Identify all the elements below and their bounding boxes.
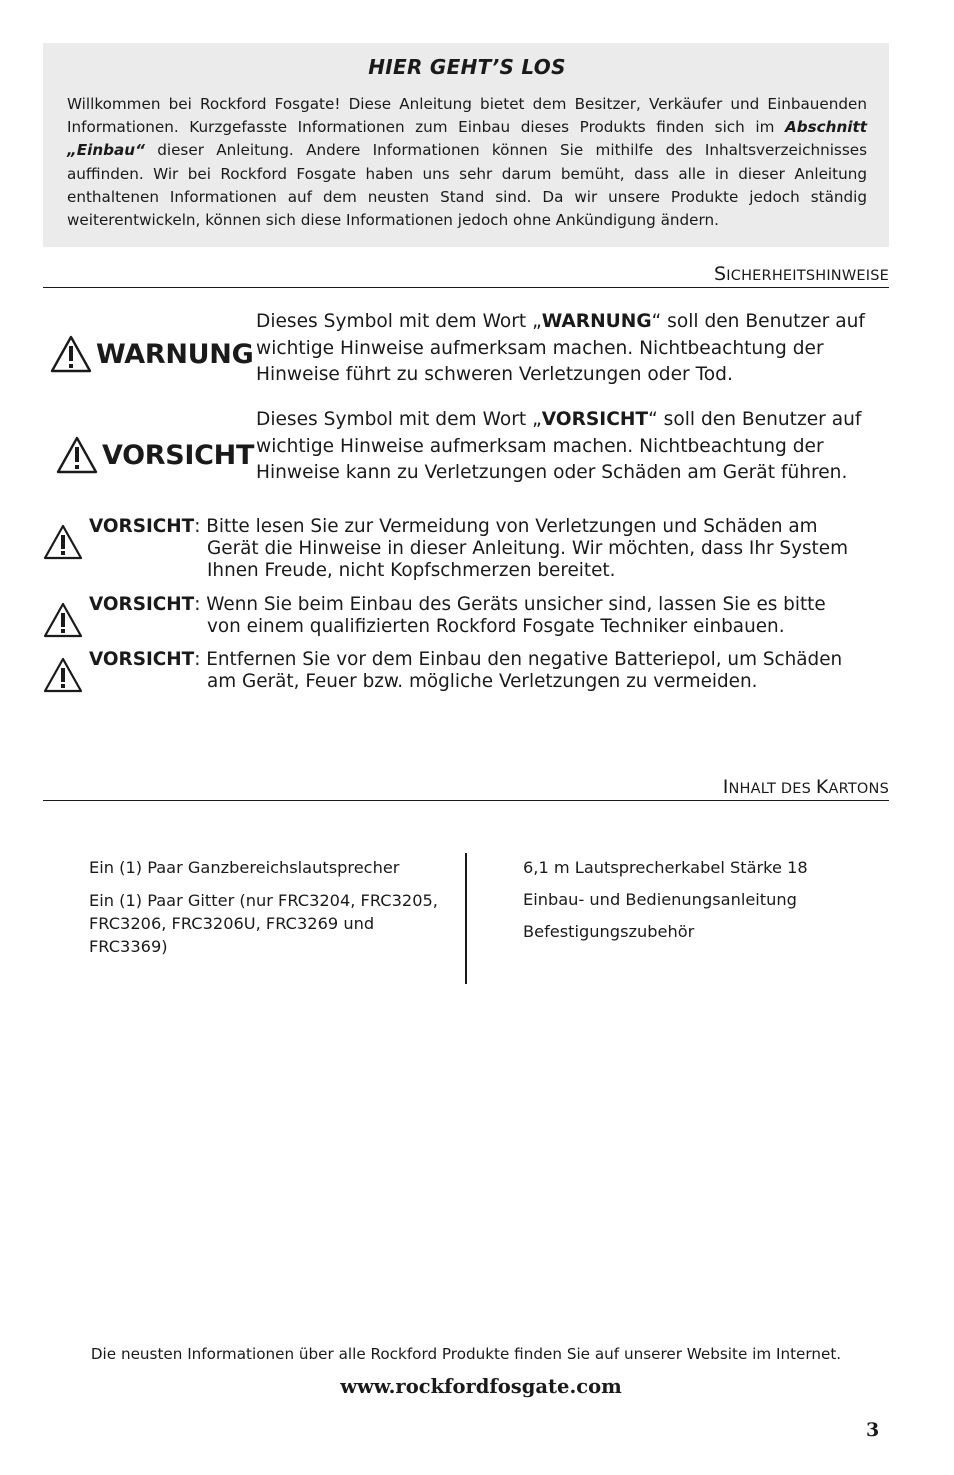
list-item: 6,1 m Lautsprecherkabel Stärke 18 — [523, 858, 808, 877]
intro-text-part: Willkommen bei Rockford Fosgate! Diese Anleitung bietet dem Besitzer, Verkäufer und Einbauenden Informationen. Kurzgefasste Informationen zum Einbau dieses Produkts finden sich im — [67, 95, 867, 137]
intro-box — [43, 43, 889, 247]
caution-note-text — [89, 594, 889, 638]
desc-keyword: WARNUNG — [541, 311, 652, 332]
list-item: Befestigungszubehör — [523, 922, 695, 941]
caution-text-cont: Gerät die Hinweise in dieser Anleitung. Wir möchten, dass Ihr System Ihnen Freude, nicht Kopfschmerzen bereitet. — [207, 538, 848, 581]
heading-cap: K — [815, 776, 829, 798]
caution-text: : Entfernen Sie vor dem Einbau den negative Batteriepol, um Schäden — [194, 649, 843, 670]
caution-text-cont: am Gerät, Feuer bzw. mögliche Verletzungen zu vermeiden. — [207, 671, 758, 692]
contents-list-right — [523, 856, 883, 952]
desc-part: Dieses Symbol mit dem Wort „ — [256, 311, 542, 332]
caution-label: VORSICHT — [89, 594, 195, 615]
footer-text: Die neusten Informationen über alle Rockford Produkte finden Sie auf unserer Website im Internet. — [90, 1345, 842, 1363]
warning-description — [256, 309, 886, 389]
caution-description — [256, 407, 886, 487]
list-item: Einbau- und Bedienungsanleitung — [523, 890, 797, 909]
caution-triangle-icon — [56, 436, 98, 474]
caution-text: : Bitte lesen Sie zur Vermeidung von Verletzungen und Schäden am — [194, 516, 818, 537]
caution-sign-word: VORSICHT — [102, 439, 255, 471]
caution-note-text — [89, 649, 889, 693]
caution-note-text — [89, 516, 889, 582]
caution-text: : Wenn Sie beim Einbau des Geräts unsicher sind, lassen Sie es bitte — [194, 594, 826, 615]
intro-title: HIER GEHT’S LOS — [368, 55, 566, 79]
desc-part: “ soll den Benutzer auf wichtige Hinweise aufmerksam machen. Nichtbeachtung der Hinweise kann zu Verletzungen oder Schäden am Gerät führen. — [256, 409, 862, 483]
list-item: Ein (1) Paar Gitter (nur FRC3204, FRC3205, FRC3206, FRC3206U, FRC3269 und FRC3369) — [89, 891, 438, 956]
warning-triangle-icon — [50, 335, 92, 373]
warning-sign — [50, 335, 253, 373]
intro-text — [67, 93, 867, 232]
caution-label: VORSICHT — [89, 516, 195, 537]
list-item: Ein (1) Paar Ganzbereichslautsprecher — [89, 858, 400, 877]
page-number: 3 — [866, 1419, 880, 1441]
caution-icon — [43, 524, 83, 560]
caution-icon — [43, 657, 83, 693]
desc-keyword: VORSICHT — [541, 409, 649, 430]
heading-rest: ARTONS — [828, 781, 889, 797]
safety-heading — [43, 263, 889, 288]
column-divider — [465, 853, 467, 984]
caution-text-cont: von einem qualifizierten Rockford Fosgate Techniker einbauen. — [207, 616, 785, 637]
heading-cap: S — [714, 263, 727, 285]
heading-rest: NHALT DES — [728, 781, 816, 797]
contents-list-left — [89, 856, 451, 968]
intro-text-part: dieser Anleitung. Andere Informationen können Sie mithilfe des Inhaltsverzeichnisses auffinden. Wir bei Rockford Fosgate haben uns sehr darum bemüht, dass alle in dieser Anleitung enthaltenen Informationen auf dem neusten Stand sind. Da wir unsere Produkte jedoch ständig weiterentwickeln, können sich diese Informationen jedoch ohne Ankündigung ändern. — [67, 141, 867, 230]
caution-sign — [56, 436, 254, 474]
heading-rest: ICHERHEITSHINWEISE — [726, 268, 889, 284]
website-link[interactable]: www.rockfordfosgate.com — [340, 1375, 622, 1398]
heading-cap: I — [722, 776, 729, 798]
contents-heading — [43, 776, 889, 801]
intro-text-emphasis: Abschnitt „Einbau“ — [67, 118, 867, 160]
desc-part: Dieses Symbol mit dem Wort „ — [256, 409, 542, 430]
desc-part: “ soll den Benutzer auf wichtige Hinweise aufmerksam machen. Nichtbeachtung der Hinweise führt zu schweren Verletzungen oder Tod. — [256, 311, 865, 385]
caution-label: VORSICHT — [89, 649, 195, 670]
warning-sign-word: WARNUNG — [96, 338, 254, 370]
caution-icon — [43, 602, 83, 638]
